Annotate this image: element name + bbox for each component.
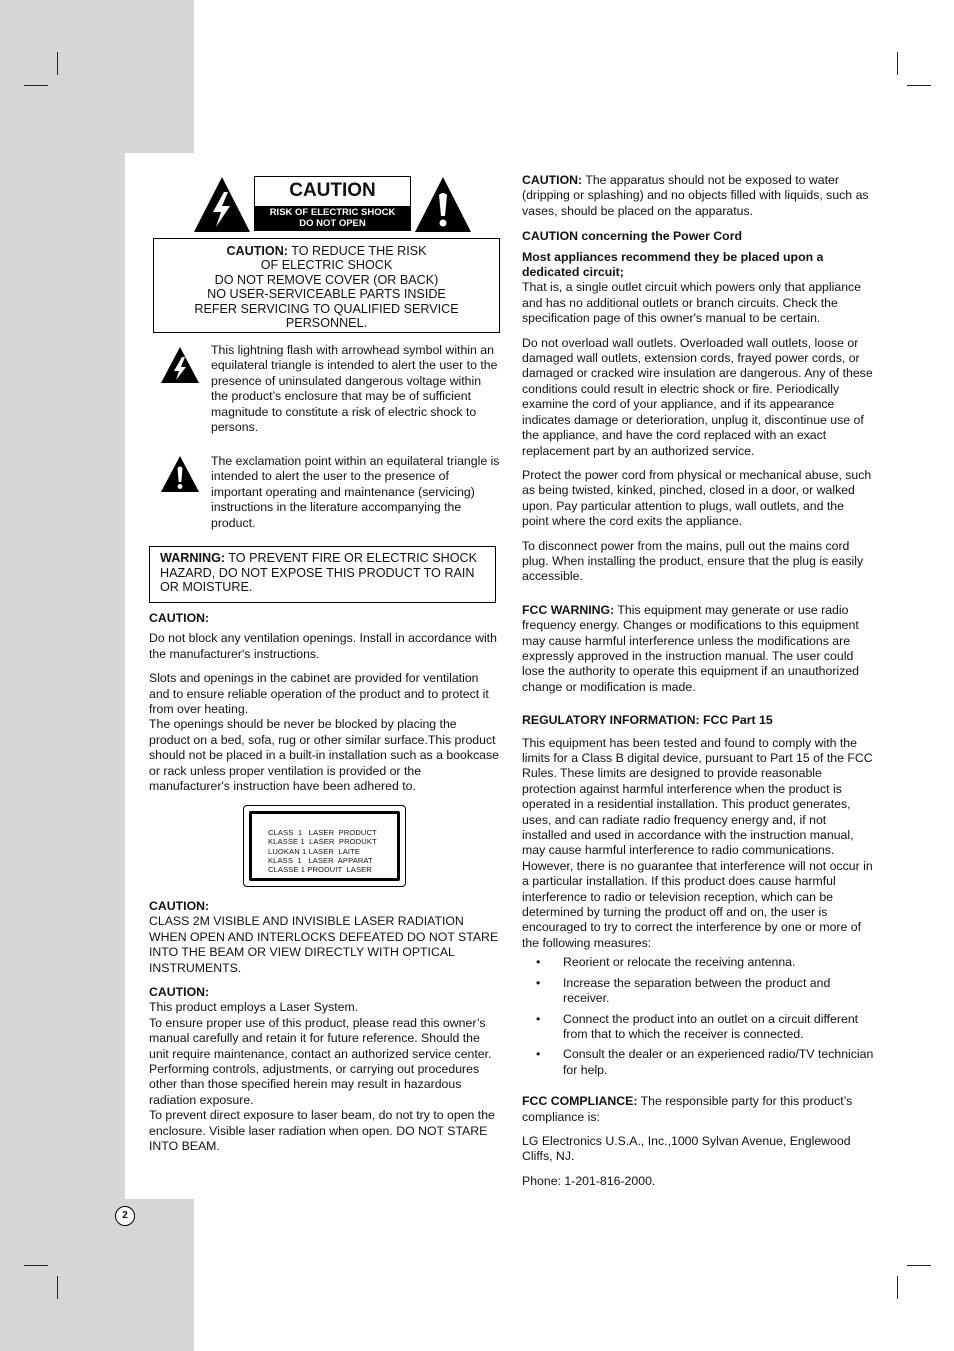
paragraph: This product employs a Laser System.: [149, 1000, 359, 1015]
fcc-compliance-paragraph: [522, 1094, 874, 1125]
caution-heading: CAUTION:: [149, 985, 210, 1000]
caution-header: [193, 175, 478, 235]
caution-notice-line: REFER SERVICING TO QUALIFIED SERVICE: [194, 301, 459, 316]
warning-label: WARNING:: [160, 551, 226, 565]
caution-notice-box: [153, 238, 500, 333]
exclamation-symbol-text: The exclamation point within an equilateral triangle is intended to alert the user to the presence of important operating and maintenance (servicing) instructions in the literature accompanying the product.: [211, 454, 500, 530]
left-column-laser: [149, 899, 499, 1155]
warning-box: [149, 546, 496, 603]
crop-mark: [24, 1265, 48, 1266]
fcc-warning-paragraph: [522, 603, 874, 695]
caution-notice-line: PERSONNEL.: [285, 316, 368, 331]
phone: Phone: 1-201-816-2000.: [522, 1173, 656, 1188]
caution-title-box: [254, 176, 411, 231]
paragraph: That is, a single outlet circuit which powers only that appliance and has no additional outlets or branch circuits. Check the specification page of this owner's manual to be certain.: [522, 280, 862, 326]
bullet: •: [536, 1011, 541, 1026]
paragraph: Slots and openings in the cabinet are provided for ventilation and to ensure reliable operation of the product and to protect it from over heating.: [149, 671, 489, 717]
list-item: [522, 976, 874, 1007]
crop-mark: [897, 52, 898, 75]
caution-notice-line: DO NOT REMOVE COVER (OR BACK): [214, 272, 439, 287]
bullet: •: [536, 975, 541, 990]
paragraph: Protect the power cord from physical or mechanical abuse, such as being twisted, kinked, pinched, closed in a door, or walked upon. Pay particular attention to plugs, wall outlets, and the point where the cord exits the appliance.: [522, 467, 872, 529]
caution-subtitle-line: DO NOT OPEN: [299, 218, 366, 229]
left-column-ventilation: [149, 611, 499, 803]
exclamation-warning-icon: [160, 454, 200, 494]
lightning-symbol-text: This lightning flash with arrowhead symbol within an equilateral triangle is intended to alert the user to the presence of uninsulated dangerous voltage within the product’s enclosure that may be of sufficient magnitude to constitute a risk of electric shock to persons.: [211, 343, 498, 435]
laser-label-inner: [249, 811, 400, 881]
paragraph: To prevent direct exposure to laser beam, do not try to open the enclosure. Visible laser radiation when open. DO NOT STARE INTO BEAM.: [149, 1108, 495, 1154]
laser-label-line: KLASSE 1 LASER PRODUKT: [268, 837, 377, 847]
paragraph: [522, 173, 874, 219]
power-cord-subheading: Most appliances recommend they be placed upon a dedicated circuit;: [522, 249, 824, 280]
exclamation-warning-icon: [414, 175, 472, 233]
bullet: •: [536, 955, 541, 970]
paragraph: Do not overload wall outlets. Overloaded wall outlets, loose or damaged wall outlets, extension cords, frayed power cords, or damaged or cracked wire insulation are dangerous. Any of these conditions could result in electric shock or fire. Periodically examine the cord of your appliance, and if its appearance indicates damage or deterioration, unplug it, discontinue use of the appliance, and have the cord replaced with an exact replacement part by an authorized service.: [522, 335, 873, 458]
caution-heading: CAUTION:: [149, 611, 210, 625]
caution-notice-line: NO USER-SERVICEABLE PARTS INSIDE: [207, 287, 446, 302]
caution-subtitle: [255, 206, 410, 230]
caution-notice-line: TO REDUCE THE RISK: [288, 244, 427, 258]
caution-notice-label: CAUTION:: [226, 244, 288, 258]
page-number: 2: [115, 1206, 135, 1226]
paragraph-text: The apparatus should not be exposed to water (dripping or splashing) and no objects filled with liquids, such as vases, should be placed on the apparatus.: [522, 173, 869, 218]
crop-mark: [897, 1276, 898, 1299]
list-item-text: Reorient or relocate the receiving antenna.: [563, 955, 796, 970]
crop-mark: [907, 85, 931, 86]
regulatory-heading: REGULATORY INFORMATION: FCC Part 15: [522, 713, 773, 728]
paragraph: The openings should be never be blocked by placing the product on a bed, sofa, rug or other similar surface.This product should not be placed in a built-in installation such as a bookcase or rack unless proper ventilation is provided or the manufacturer's instruction have been adhered to.: [149, 717, 500, 794]
power-cord-heading: CAUTION concerning the Power Cord: [522, 229, 742, 244]
fcc-compliance-label: FCC COMPLIANCE:: [522, 1094, 638, 1109]
lightning-warning-icon: [193, 175, 251, 233]
crop-mark: [907, 1265, 931, 1266]
crop-mark: [57, 1276, 58, 1299]
address: LG Electronics U.S.A., Inc.,1000 Sylvan Avenue, Englewood Cliffs, NJ.: [522, 1133, 851, 1164]
laser-product-label: [243, 805, 406, 887]
fcc-warning-label: FCC WARNING:: [522, 602, 615, 617]
caution-title: CAUTION: [289, 180, 376, 201]
caution-subtitle-line: RISK OF ELECTRIC SHOCK: [269, 207, 396, 218]
list-item: [522, 1012, 874, 1043]
lightning-warning-icon: [160, 345, 200, 385]
paragraph: Do not block any ventilation openings. Install in accordance with the manufacturer's instructions.: [149, 631, 497, 661]
paragraph-text: This equipment may generate or use radio frequency energy. Changes or modifications to this equipment may cause harmful interference unless the modifications are expressly approved in the instruction manual. The user could lose the authority to operate this equipment if an unauthorized change or modification is made.: [522, 602, 860, 694]
paragraph: CLASS 2M VISIBLE AND INVISIBLE LASER RADIATION WHEN OPEN AND INTERLOCKS DEFEATED DO NOT STARE INTO THE BEAM OR VIEW DIRECTLY WITH OPTICAL INSTRUMENTS.: [149, 914, 499, 975]
crop-mark: [24, 85, 48, 86]
paragraph: Performing controls, adjustments, or carrying out procedures other than those specified herein may result in hazardous radiation exposure.: [149, 1062, 480, 1107]
caution-label: CAUTION:: [522, 173, 583, 187]
warning-text: TO PREVENT FIRE OR ELECTRIC SHOCK HAZARD, DO NOT EXPOSE THIS PRODUCT TO RAIN OR MOISTURE.: [160, 551, 477, 595]
list-item-text: Consult the dealer or an experienced radio/TV technician for help.: [563, 1047, 874, 1077]
measures-list: [522, 955, 874, 1078]
laser-label-line: CLASSE 1 PRODUIT LASER: [268, 865, 372, 875]
caution-heading: CAUTION:: [149, 899, 210, 913]
crop-mark: [57, 52, 58, 75]
list-item-text: Connect the product into an outlet on a circuit different from that to which the receiver is connected.: [563, 1011, 859, 1041]
list-item: [522, 1047, 874, 1078]
paragraph-text: The responsible party for this product’s compliance is:: [522, 1094, 853, 1124]
paragraph: This equipment has been tested and found to comply with the limits for a Class B digital device, pursuant to Part 15 of the FCC Rules. These limits are designed to provide reasonable protection against harmful interference when the product is operated in a residential installation. This product generates, uses, and can radiate radio frequency energy and, if not installed and used in accordance with the instruction manual, may cause harmful interference to radio communications. However, there is no guarantee that interference will not occur in a particular installation. If this product does cause harmful interference to radio or television reception, which can be determined by turning the product off and on, the user is encouraged to try to correct the interference by one or more of the following measures:: [522, 735, 873, 950]
laser-label-line: KLASS 1 LASER APPARAT: [268, 855, 373, 865]
paragraph: To ensure proper use of this product, please read this owner’s manual carefully and retain it for future reference. Should the unit require maintenance, contact an authorized service center.: [149, 1015, 492, 1061]
list-item: [522, 955, 874, 970]
paragraph: To disconnect power from the mains, pull out the mains cord plug. When installing the product, ensure that the plug is easily accessible.: [522, 538, 864, 584]
bullet: •: [536, 1047, 541, 1062]
laser-label-line: CLASS 1 LASER PRODUCT: [268, 828, 377, 837]
right-column: [522, 173, 874, 1198]
list-item-text: Increase the separation between the product and receiver.: [563, 975, 831, 1006]
laser-label-line: LUOKAN 1 LASER LAITE: [268, 846, 360, 856]
caution-notice-line: OF ELECTRIC SHOCK: [260, 258, 393, 273]
